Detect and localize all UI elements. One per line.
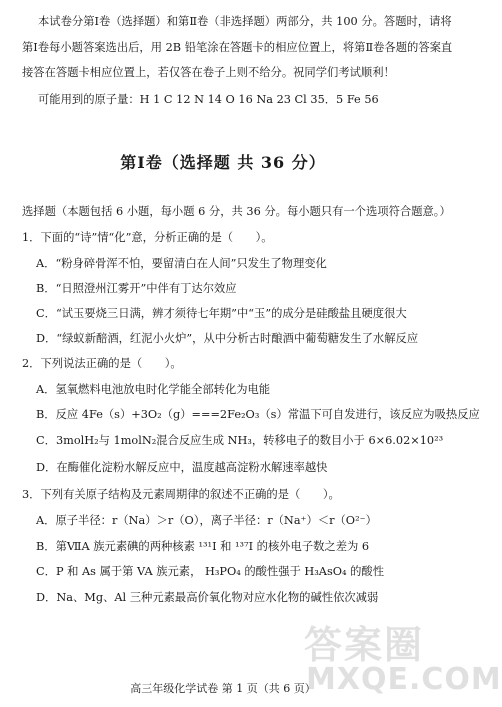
question-3-option-b: B．第ⅦA 族元素碘的两种核素 ¹³¹I 和 ¹³⁷I 的核外电子数之差为 6 <box>36 540 370 553</box>
question-3-option-a: A．原子半径：r（Na）＞r（O），离子半径：r（Na⁺）＜r（O²⁻） <box>36 514 377 527</box>
question-2-option-a: A．氢氧燃料电池放电时化学能全部转化为电能 <box>36 383 271 396</box>
watermark-cn: 答案圈 <box>304 623 425 667</box>
watermark-en: MXQE.COM <box>306 662 502 697</box>
intro-line-3: 接答在答题卡相应位置上，若仅答在卷子上则不给分。祝同学们考试顺利！ <box>22 66 395 79</box>
question-2-stem: 2．下列说法正确的是（ ）。 <box>22 357 182 370</box>
question-2-option-c: C．3molH₂与 1molN₂混合反应生成 NH₃，转移电子的数目小于 6×6.02×10²³ <box>36 434 444 447</box>
question-1-option-d: D．“绿蚁新醅酒，红泥小火炉”，从中分析古时酿酒中葡萄糖发生了水解反应 <box>36 332 419 345</box>
atomic-mass-line: 可能用到的原子量：H 1 C 12 N 14 O 16 Na 23 Cl 35．5 Fe 56 <box>38 93 379 106</box>
page-footer: 高三年级化学试卷 第 1 页（共 6 页） <box>130 682 316 695</box>
question-1-option-b: B．“日照澄州江雾开”中伴有丁达尔效应 <box>36 282 237 295</box>
question-3-stem: 3．下列有关原子结构及元素周期律的叙述不正确的是（ ）。 <box>22 488 340 501</box>
question-1-stem: 1．下面的“诗”情“化”意，分析正确的是（ ）。 <box>22 231 273 244</box>
question-2-option-b: B．反应 4Fe（s）+3O₂（g）===2Fe₂O₃（s）常温下可自发进行，该反应为吸热反应 <box>36 408 480 421</box>
instruction: 选择题（本题包括 6 小题，每小题 6 分，共 36 分。每小题只有一个选项符合题意。） <box>22 205 451 218</box>
section-title: 第Ⅰ卷（选择题 共 36 分） <box>120 153 326 172</box>
intro-line-1: 本试卷分第Ⅰ卷（选择题）和第Ⅱ卷（非选择题）两部分，共 100 分。答题时，请将 <box>38 15 452 28</box>
question-3-option-c: C．P 和 As 属于第 VA 族元素， H₃PO₄ 的酸性强于 H₃AsO₄ 的酸性 <box>36 565 385 578</box>
question-3-option-d: D．Na、Mg、Al 三种元素最高价氧化物对应水化物的碱性依次减弱 <box>36 591 379 604</box>
question-1-option-c: C．“试玉要烧三日满，辨才须待七年期”中“玉”的成分是硅酸盐且硬度很大 <box>36 307 407 320</box>
question-1-option-a: A．“粉身碎骨浑不怕，要留清白在人间”只发生了物理变化 <box>36 257 327 270</box>
question-2-option-d: D．在酶催化淀粉水解反应中，温度越高淀粉水解速率越快 <box>36 461 328 474</box>
intro-line-2: 第Ⅰ卷每小题答案选出后，用 2B 铅笔涂在答题卡的相应位置上，将第Ⅱ卷各题的答案直 <box>22 41 453 54</box>
